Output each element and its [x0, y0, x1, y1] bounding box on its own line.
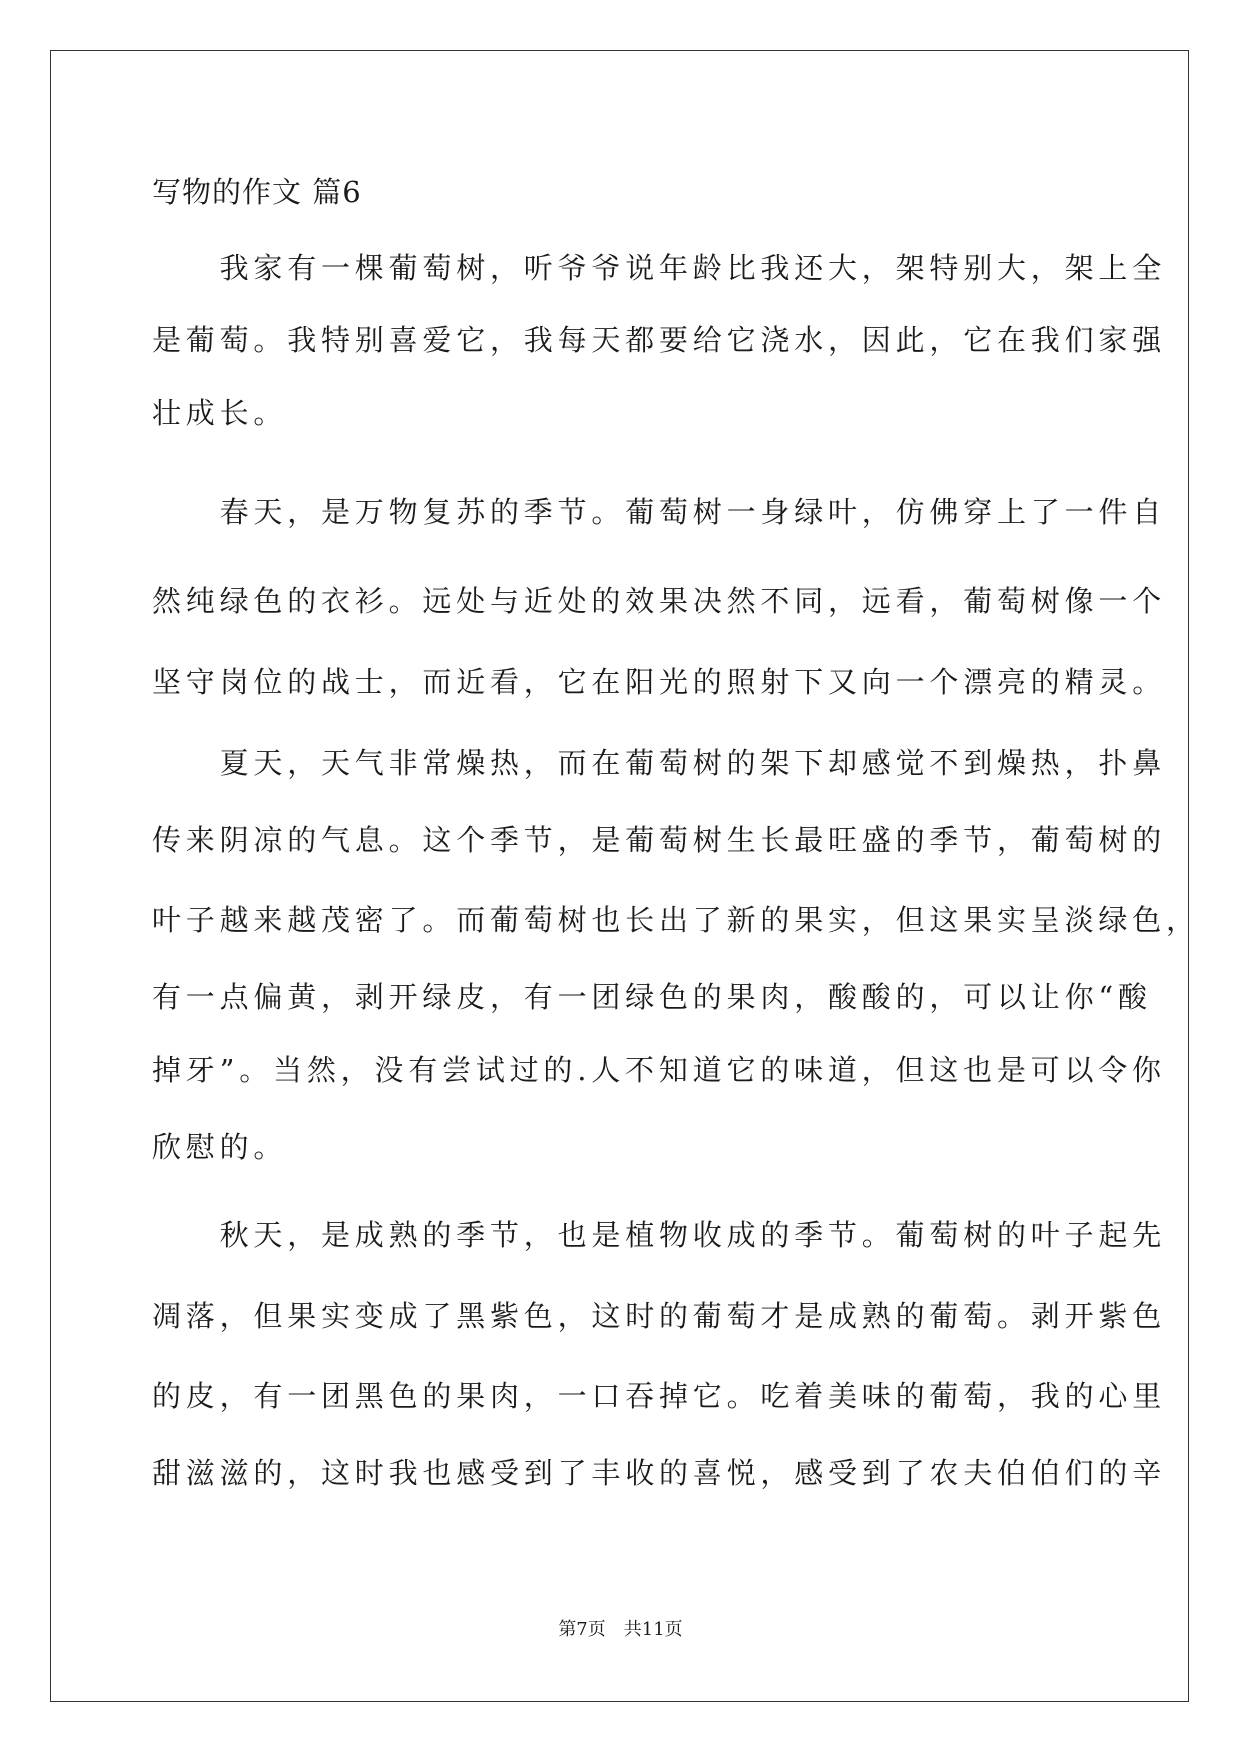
page-number: 第7页 共11页 — [558, 1619, 683, 1640]
body-line: 掉牙”。当然，没有尝试过的.人不知道它的味道，但这也是可以令你 — [152, 1053, 1166, 1087]
body-line: 叶子越来越茂密了。而葡萄树也长出了新的果实，但这果实呈淡绿色， — [152, 903, 1200, 937]
body-line: 甜滋滋的，这时我也感受到了丰收的喜悦，感受到了农夫伯伯们的辛 — [152, 1456, 1167, 1490]
body-line: 我家有一棵葡萄树，听爷爷说年龄比我还大，架特别大，架上全 — [152, 251, 1167, 285]
body-line: 然纯绿色的衣衫。远处与近处的效果决然不同，远看，葡萄树像一个 — [152, 584, 1167, 618]
body-line: 的皮，有一团黑色的果肉，一口吞掉它。吃着美味的葡萄，我的心里 — [152, 1379, 1167, 1413]
body-line: 秋天，是成熟的季节，也是植物收成的季节。葡萄树的叶子起先 — [152, 1218, 1167, 1252]
body-line: 欣慰的。 — [152, 1130, 288, 1164]
body-line: 春天，是万物复苏的季节。葡萄树一身绿叶，仿佛穿上了一件自 — [152, 495, 1167, 529]
body-line: 夏天，天气非常燥热，而在葡萄树的架下却感觉不到燥热，扑鼻 — [152, 746, 1167, 780]
body-line: 传来阴凉的气息。这个季节，是葡萄树生长最旺盛的季节，葡萄树的 — [152, 823, 1167, 857]
body-line: 坚守岗位的战士，而近看，它在阳光的照射下又向一个漂亮的精灵。 — [152, 665, 1167, 699]
body-line: 有一点偏黄，剥开绿皮，有一团绿色的果肉，酸酸的，可以让你“酸 — [152, 980, 1152, 1014]
body-line: 是葡萄。我特别喜爱它，我每天都要给它浇水，因此，它在我们家强 — [152, 323, 1167, 357]
essay-title: 写物的作文 篇6 — [152, 175, 362, 209]
body-line: 凋落，但果实变成了黑紫色，这时的葡萄才是成熟的葡萄。剥开紫色 — [152, 1299, 1167, 1333]
body-line: 壮成长。 — [152, 396, 288, 430]
